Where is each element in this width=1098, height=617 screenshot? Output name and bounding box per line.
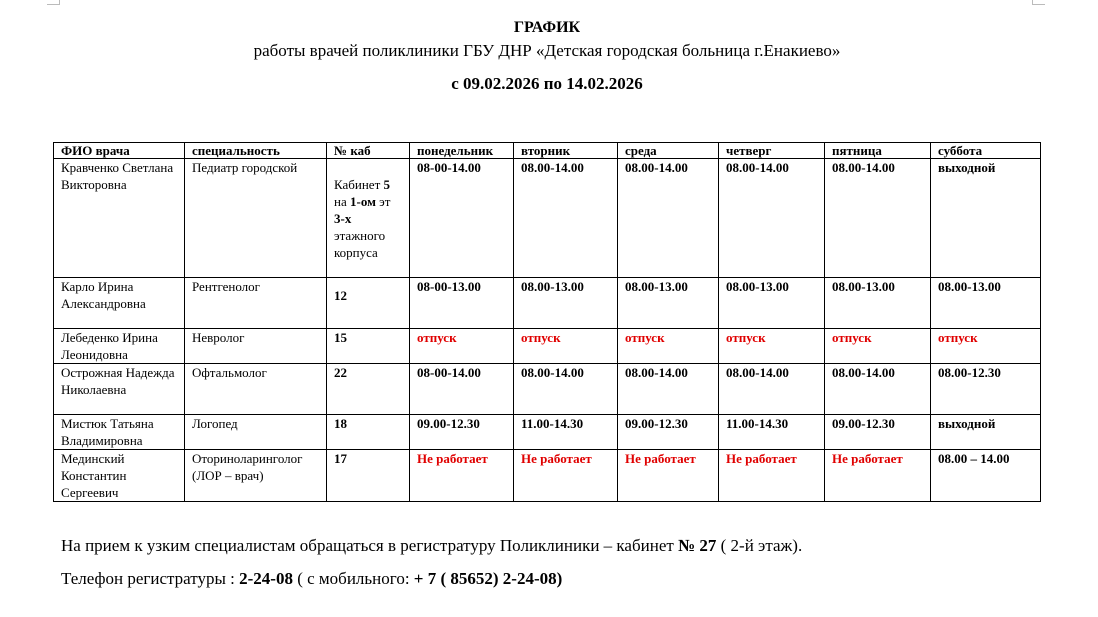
tuesday-hours: 08.00-14.00 [514,159,618,278]
schedule-period: с 09.02.2026 по 14.02.2026 [451,74,643,93]
doctor-name: Острожная Надежда Николаевна [54,364,185,415]
column-header: пятница [825,143,931,159]
column-header: суббота [931,143,1041,159]
tuesday-hours: Не работает [514,450,618,502]
room-text: эт [375,194,391,209]
room-description [334,176,403,261]
registry-note-text: На прием к узким специалистам обращаться в регистратуру Поликлиники – кабинет [61,536,679,555]
saturday-hours: выходной [931,159,1041,278]
tuesday-hours: 11.00-14.30 [514,415,618,450]
room-number: 12 [334,288,347,303]
doctor-specialty: Невролог [185,329,327,364]
monday-hours: 08-00-14.00 [410,159,514,278]
thursday-hours: 11.00-14.30 [719,415,825,450]
table-row [54,329,1041,364]
registry-note [61,535,802,557]
wednesday-hours: 08.00-13.00 [618,278,719,329]
page-corner-mark-right [1032,0,1045,5]
document-subtitle: работы врачей поликлиники ГБУ ДНР «Детская городская больница г.Енакиево» [253,41,841,60]
registry-room-number: № 27 [678,536,717,555]
table-row [54,415,1041,450]
saturday-hours: 08.00-12.30 [931,364,1041,415]
table-row [54,159,1041,278]
room-number: 22 [327,364,410,415]
registry-phone-note [61,568,562,590]
tuesday-hours: 08.00-13.00 [514,278,618,329]
doctor-specialty: Офтальмолог [185,364,327,415]
table-row [54,450,1041,502]
registry-phone-number: 2-24-08 [239,569,293,588]
phone-label: Телефон регистратуры : [61,569,240,588]
doctor-name: Карло Ирина Александровна [54,278,185,329]
registry-mobile-number: + 7 ( 85652) 2-24-08) [413,569,563,588]
doctor-name: Лебеденко Ирина Леонидовна [54,329,185,364]
column-header: вторник [514,143,618,159]
room-text: Кабинет [334,177,384,192]
thursday-hours: Не работает [719,450,825,502]
room-floor: 1-ом [349,194,376,209]
monday-hours: Не работает [410,450,514,502]
column-header: ФИО врача [54,143,185,159]
wednesday-hours: 09.00-12.30 [618,415,719,450]
wednesday-hours: 08.00-14.00 [618,364,719,415]
mobile-label: ( с мобильного: [292,569,414,588]
doctor-name: Мистюк Татьяна Владимировна [54,415,185,450]
friday-hours: 08.00-14.00 [825,159,931,278]
saturday-hours: 08.00 – 14.00 [931,450,1041,502]
wednesday-hours: отпуск [618,329,719,364]
table-row [54,364,1041,415]
column-header: № каб [327,143,410,159]
doctor-specialty: Рентгенолог [185,278,327,329]
doctor-name: Кравченко Светлана Викторовна [54,159,185,278]
room-number: 5 [383,177,390,192]
doctor-specialty: Оториноларинголог (ЛОР – врач) [185,450,327,502]
friday-hours: 08.00-13.00 [825,278,931,329]
friday-hours: 08.00-14.00 [825,364,931,415]
friday-hours: 09.00-12.30 [825,415,931,450]
table-header-row [54,143,1041,159]
room-text: этажного корпуса [334,228,386,260]
tuesday-hours: отпуск [514,329,618,364]
friday-hours: отпуск [825,329,931,364]
wednesday-hours: Не работает [618,450,719,502]
room-cell [327,159,410,278]
room-number: 17 [327,450,410,502]
saturday-hours: 08.00-13.00 [931,278,1041,329]
thursday-hours: 08.00-14.00 [719,159,825,278]
friday-hours: Не работает [825,450,931,502]
page-corner-mark-left [47,0,60,5]
column-header: четверг [719,143,825,159]
doctor-specialty: Логопед [185,415,327,450]
monday-hours: 09.00-12.30 [410,415,514,450]
room-building: 3-х [334,211,352,226]
wednesday-hours: 08.00-14.00 [618,159,719,278]
room-number: 18 [327,415,410,450]
column-header: понедельник [410,143,514,159]
document-title: ГРАФИК [513,19,581,36]
registry-floor-text: ( 2-й этаж). [716,536,803,555]
saturday-hours: выходной [931,415,1041,450]
thursday-hours: 08.00-14.00 [719,364,825,415]
room-cell [327,278,410,329]
doctor-specialty: Педиатр городской [185,159,327,278]
table-row [54,278,1041,329]
doctor-name: Мединский Константин Сергеевич [54,450,185,502]
monday-hours: 08-00-13.00 [410,278,514,329]
thursday-hours: отпуск [719,329,825,364]
schedule-table [53,142,1041,502]
column-header: среда [618,143,719,159]
monday-hours: 08-00-14.00 [410,364,514,415]
monday-hours: отпуск [410,329,514,364]
saturday-hours: отпуск [931,329,1041,364]
thursday-hours: 08.00-13.00 [719,278,825,329]
tuesday-hours: 08.00-14.00 [514,364,618,415]
column-header: специальность [185,143,327,159]
room-number: 15 [327,329,410,364]
room-text: на [334,194,350,209]
